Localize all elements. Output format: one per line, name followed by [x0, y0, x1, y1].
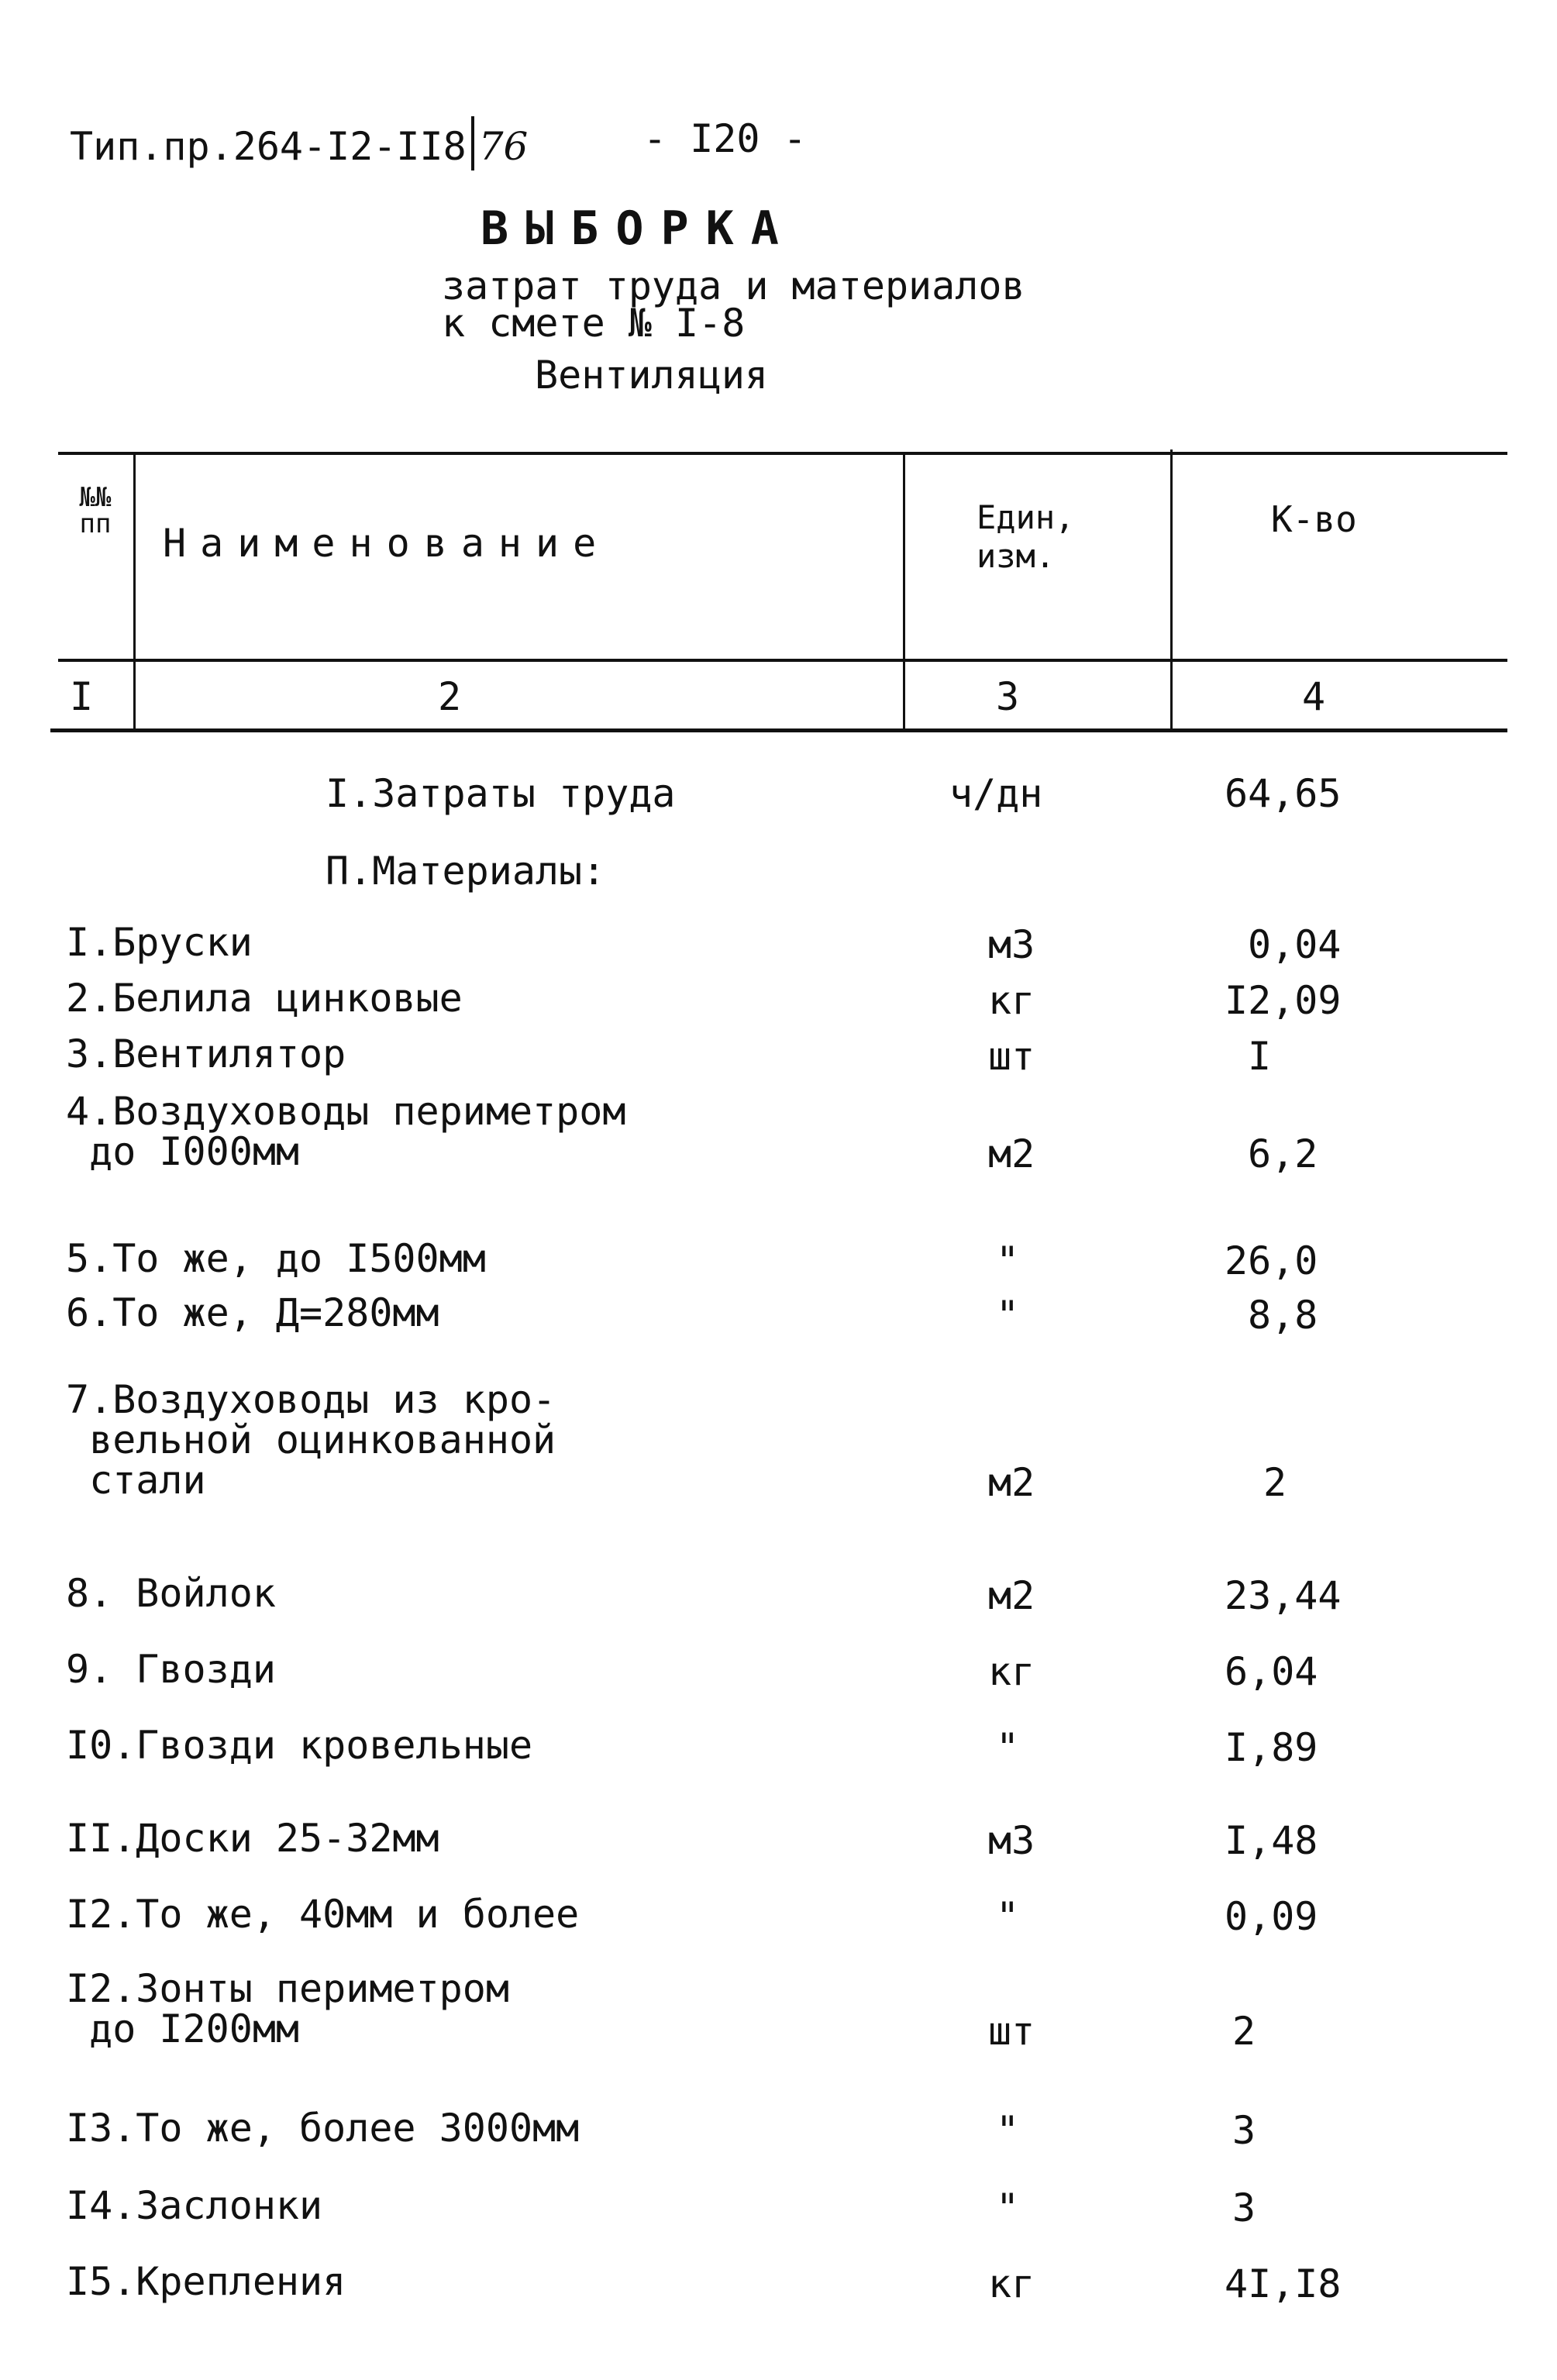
item-name: 7.Воздуховоды из кро- вельной оцинкованной стали: [66, 1377, 556, 1503]
table-header-bottom-rule: [50, 728, 1507, 732]
item-name: I3.То же, более 3000мм: [66, 2106, 580, 2151]
item-name: I4.Заслонки: [66, 2183, 323, 2228]
item-quantity: 2: [1232, 2009, 1256, 2054]
item-unit: м2: [988, 1573, 1035, 1618]
title-line-1: затрат труда и материалов: [442, 263, 1025, 308]
item-unit: шт: [988, 2009, 1035, 2054]
item-unit: кг: [988, 1649, 1035, 1694]
item-unit: м2: [988, 1460, 1035, 1505]
column-number-2: 2: [438, 674, 462, 719]
document-id: [70, 116, 528, 170]
title-line-3: Вентиляция: [535, 353, 769, 398]
item-name: 5.То же, до I500мм: [66, 1236, 486, 1281]
item-name: I0.Гвозди кровельные: [66, 1723, 533, 1768]
item-name: I5.Крепления: [66, 2259, 346, 2304]
document-code: Тип.пр.264-I2-II8: [70, 124, 467, 169]
column-number-4: 4: [1302, 674, 1326, 719]
column-number-1: I: [70, 674, 94, 719]
labor-section-label: I.Затраты труда: [326, 771, 676, 816]
materials-section-label: П.Материалы:: [326, 849, 606, 894]
item-quantity: 6,2: [1248, 1131, 1318, 1176]
item-name: 4.Воздуховоды периметром до I000мм: [66, 1089, 626, 1174]
column-line-3: [1170, 449, 1173, 730]
item-name: 8. Войлок: [66, 1571, 276, 1616]
item-unit: ": [996, 1725, 1020, 1770]
item-unit: ": [996, 2185, 1020, 2230]
labor-quantity: 64,65: [1225, 771, 1342, 816]
item-quantity: 0,09: [1225, 1894, 1318, 1939]
item-quantity: 3: [1232, 2185, 1256, 2230]
item-quantity: 0,04: [1248, 922, 1342, 967]
item-quantity: 26,0: [1225, 1238, 1318, 1283]
item-unit: кг: [988, 2261, 1035, 2306]
item-unit: ": [996, 1238, 1020, 1283]
item-quantity: I,89: [1225, 1725, 1318, 1770]
item-quantity: 4I,I8: [1225, 2261, 1342, 2306]
item-name: 3.Вентилятор: [66, 1032, 346, 1076]
item-unit: м3: [988, 922, 1035, 967]
table-header-divider: [58, 659, 1507, 662]
column-header-quantity: К-во: [1271, 498, 1357, 540]
item-quantity: 2: [1263, 1460, 1287, 1505]
item-unit: шт: [988, 1034, 1035, 1079]
column-line-2: [903, 453, 905, 730]
item-name: 6.То же, Д=280мм: [66, 1290, 439, 1335]
item-unit: м3: [988, 1818, 1035, 1863]
item-quantity: 8,8: [1248, 1293, 1318, 1338]
code-separator: [471, 116, 474, 170]
item-name: I2.Зонты периметром до I200мм: [66, 1966, 509, 2051]
column-header-number: №№ пп: [79, 482, 112, 539]
page-title: ВЫБОРКА: [481, 201, 796, 256]
item-name: I.Бруски: [66, 920, 253, 965]
item-name: I2.То же, 40мм и более: [66, 1892, 580, 1937]
item-quantity: I: [1248, 1034, 1272, 1079]
item-unit: ": [996, 2108, 1020, 2153]
item-quantity: I,48: [1225, 1818, 1318, 1863]
item-unit: кг: [988, 978, 1035, 1023]
column-number-3: 3: [996, 674, 1020, 719]
title-line-2: к смете № I-8: [442, 301, 746, 346]
item-unit: ": [996, 1293, 1020, 1338]
item-unit: м2: [988, 1131, 1035, 1176]
handwritten-sheet-number: 76: [478, 124, 529, 169]
item-unit: ": [996, 1894, 1020, 1939]
labor-section-row: [0, 771, 1557, 818]
item-quantity: I2,09: [1225, 978, 1342, 1023]
item-name: 9. Гвозди: [66, 1647, 276, 1692]
item-quantity: 23,44: [1225, 1573, 1342, 1618]
column-header-unit: Един, изм.: [977, 498, 1075, 575]
column-header-name: Наименование: [163, 521, 611, 566]
item-name: 2.Белила цинковые: [66, 976, 463, 1021]
column-line-1: [133, 453, 136, 730]
item-quantity: 6,04: [1225, 1649, 1318, 1694]
table-top-rule: [58, 452, 1507, 455]
page-number: - I20 -: [643, 116, 807, 161]
item-name: II.Доски 25-32мм: [66, 1816, 439, 1861]
labor-unit: ч/дн: [949, 771, 1043, 816]
item-quantity: 3: [1232, 2108, 1256, 2153]
